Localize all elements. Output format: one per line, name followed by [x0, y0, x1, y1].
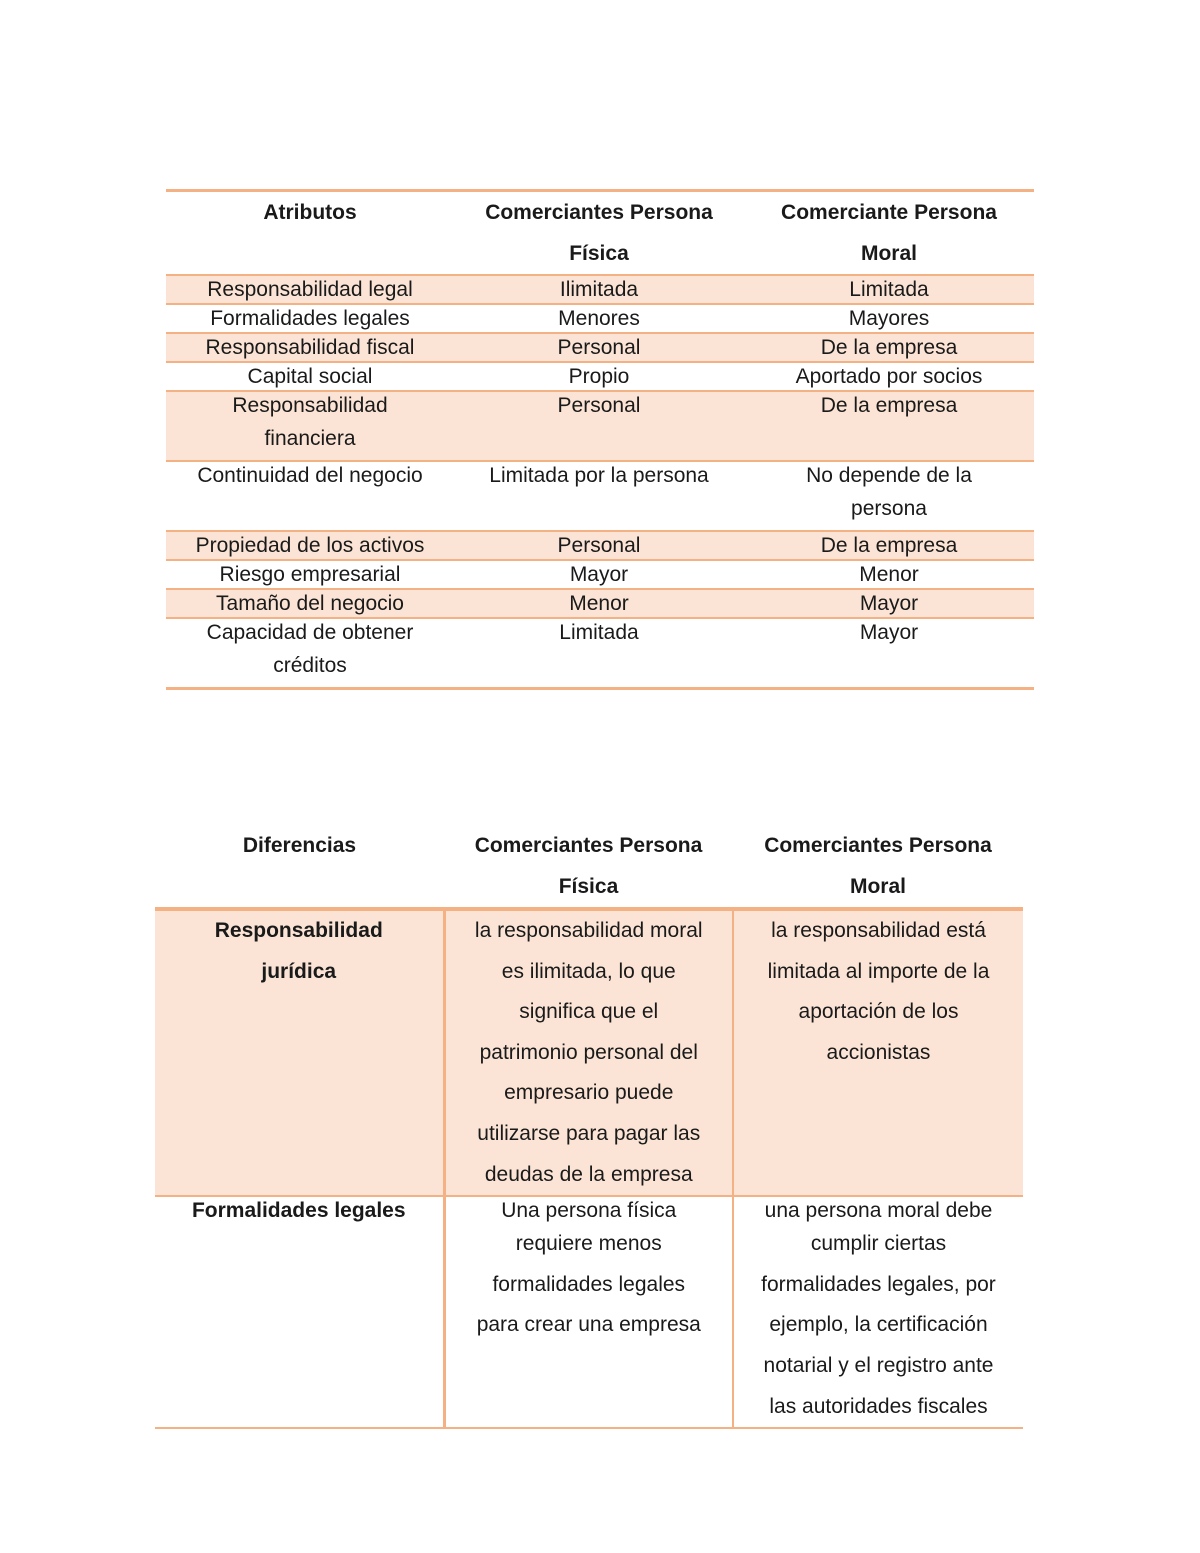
moral-cell: De la empresa: [744, 391, 1034, 461]
fisica-cell: Personal: [454, 391, 744, 461]
header-atributos: Atributos: [166, 191, 454, 276]
attribute-cell: Tamaño del negocio: [166, 589, 454, 618]
header-persona-moral: Comerciante Persona Moral: [744, 191, 1034, 276]
attributes-table-header: [166, 191, 1034, 276]
table-row: [166, 560, 1034, 589]
moral-cell: Menor: [744, 560, 1034, 589]
moral-cell: No depende de la persona: [744, 461, 1034, 531]
fisica-cell: Limitada: [454, 618, 744, 689]
table-row: [166, 461, 1034, 531]
differences-table: [155, 825, 1023, 1429]
moral-cell: Aportado por socios: [744, 362, 1034, 391]
table-row: [166, 531, 1034, 560]
moral-cell: De la empresa: [744, 531, 1034, 560]
difference-cell: Formalidades legales: [155, 1196, 444, 1428]
moral-cell: Limitada: [744, 275, 1034, 304]
header-persona-fisica: Comerciantes Persona Física: [444, 825, 733, 909]
fisica-cell: Limitada por la persona: [454, 461, 744, 531]
moral-cell: la responsabilidad está limitada al importe de la aportación de los accionistas: [733, 909, 1023, 1196]
attribute-cell: Formalidades legales: [166, 304, 454, 333]
attribute-cell: Responsabilidad fiscal: [166, 333, 454, 362]
header-diferencias: Diferencias: [155, 825, 444, 909]
header-persona-moral: Comerciantes Persona Moral: [733, 825, 1023, 909]
fisica-cell: Mayor: [454, 560, 744, 589]
moral-cell: Mayores: [744, 304, 1034, 333]
table-row: [166, 589, 1034, 618]
attribute-cell: Riesgo empresarial: [166, 560, 454, 589]
attribute-cell: Responsabilidad financiera: [166, 391, 454, 461]
table-row: [155, 909, 1023, 1196]
table-row: [166, 304, 1034, 333]
attribute-cell: Capital social: [166, 362, 454, 391]
fisica-cell: Personal: [454, 333, 744, 362]
moral-cell: De la empresa: [744, 333, 1034, 362]
header-persona-fisica: Comerciantes Persona Física: [454, 191, 744, 276]
attribute-cell: Continuidad del negocio: [166, 461, 454, 531]
table-row: [166, 362, 1034, 391]
table-row: [155, 1196, 1023, 1428]
moral-cell: Mayor: [744, 618, 1034, 689]
attribute-cell: Propiedad de los activos: [166, 531, 454, 560]
moral-cell: Mayor: [744, 589, 1034, 618]
attributes-table: [166, 189, 1034, 690]
fisica-cell: Menor: [454, 589, 744, 618]
attribute-cell: Responsabilidad legal: [166, 275, 454, 304]
fisica-cell: Una persona física requiere menos formalidades legales para crear una empresa: [444, 1196, 733, 1428]
table-row: [166, 391, 1034, 461]
table-row: [166, 618, 1034, 689]
table-row: [166, 275, 1034, 304]
fisica-cell: Propio: [454, 362, 744, 391]
attribute-cell: Capacidad de obtener créditos: [166, 618, 454, 689]
fisica-cell: Ilimitada: [454, 275, 744, 304]
fisica-cell: la responsabilidad moral es ilimitada, lo que significa que el patrimonio personal del empresario puede utilizarse para pagar las deudas de la empresa: [444, 909, 733, 1196]
fisica-cell: Menores: [454, 304, 744, 333]
differences-table-header: [155, 825, 1023, 909]
table-row: [166, 333, 1034, 362]
difference-cell: Responsabilidad jurídica: [155, 909, 444, 1196]
fisica-cell: Personal: [454, 531, 744, 560]
moral-cell: una persona moral debe cumplir ciertas formalidades legales, por ejemplo, la certificación notarial y el registro ante las autoridades fiscales: [733, 1196, 1023, 1428]
